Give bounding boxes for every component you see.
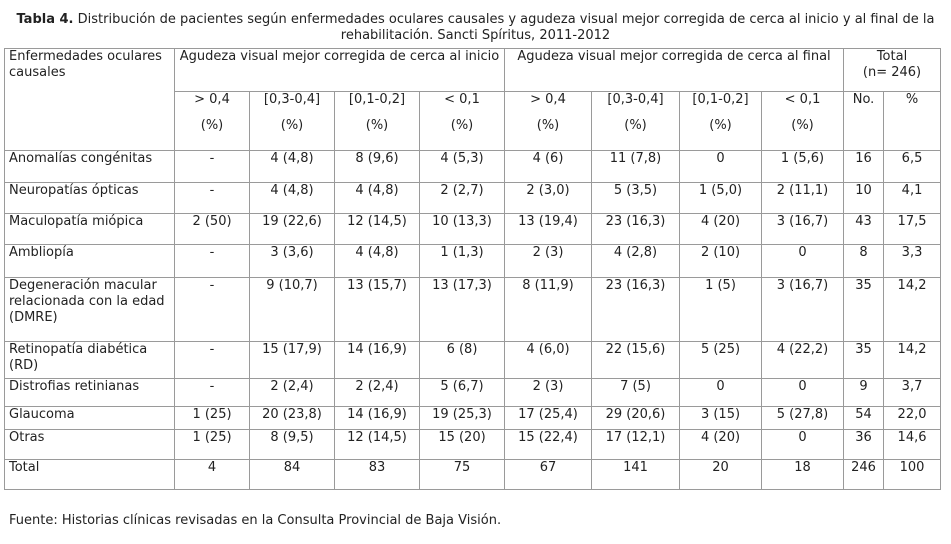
table-cell: 2 (10) (680, 245, 762, 278)
table-cell: 2 (2,4) (250, 379, 335, 407)
table-cell: 17 (25,4) (505, 407, 592, 430)
table-cell: 22,0 (884, 407, 941, 430)
subheader-cell (884, 92, 941, 151)
row-label: Maculopatía miópica (5, 214, 175, 245)
subheader-unit: (%) (536, 118, 560, 133)
table-cell: - (175, 342, 250, 379)
subheader-range: No. (852, 92, 875, 107)
table-cell: 4 (4,8) (335, 245, 420, 278)
table-cell: 2 (3) (505, 245, 592, 278)
table-cell: 8 (844, 245, 884, 278)
subheader-unit: (%) (280, 118, 304, 133)
table-cell: 2 (3) (505, 379, 592, 407)
subheader-range: % (905, 92, 919, 107)
table-cell: 12 (14,5) (335, 430, 420, 460)
table-cell: 11 (7,8) (592, 151, 680, 183)
table-cell: 8 (9,5) (250, 430, 335, 460)
table-cell: - (175, 151, 250, 183)
table-cell: 20 (680, 460, 762, 490)
subheader-unit: (%) (365, 118, 389, 133)
table-cell: 2 (3,0) (505, 183, 592, 214)
table-row (5, 245, 941, 278)
table-cell: 2 (50) (175, 214, 250, 245)
table-source-note: Fuente: Historias clínicas revisadas en la Consulta Provincial de Baja Visión. (9, 513, 502, 528)
table-row (5, 342, 941, 379)
table-cell: 4,1 (884, 183, 941, 214)
table-cell: 17 (12,1) (592, 430, 680, 460)
table-row (5, 430, 941, 460)
row-label: Degeneración macular relacionada con la edad (DMRE) (5, 278, 175, 342)
table-cell: 2 (11,1) (762, 183, 844, 214)
row-label: Neuropatías ópticas (5, 183, 175, 214)
table-cell: 10 (13,3) (420, 214, 505, 245)
subheader-unit: (%) (709, 118, 732, 133)
header-group-end: Agudeza visual mejor corregida de cerca al final (505, 49, 844, 92)
table-cell: 2 (2,4) (335, 379, 420, 407)
subheader-cell (175, 92, 250, 151)
table-caption (0, 12, 951, 44)
table-cell: 1 (25) (175, 430, 250, 460)
subheader-range: [0,3-0,4] (607, 92, 664, 107)
caption-text: Distribución de pacientes según enfermedades oculares causales y agudeza visual mejor corregida de cerca al inicio y al final de la rehabilitación. Sancti Spíritus, 2011-2012 (77, 12, 935, 43)
table-cell: 1 (5) (680, 278, 762, 342)
table-cell: 141 (592, 460, 680, 490)
table-row (5, 407, 941, 430)
table-cell: 9 (844, 379, 884, 407)
table-cell: 4 (6,0) (505, 342, 592, 379)
table-cell: 1 (25) (175, 407, 250, 430)
row-label: Anomalías congénitas (5, 151, 175, 183)
subheader-range: [0,1-0,2] (692, 92, 749, 107)
table-cell: 10 (844, 183, 884, 214)
table-cell: 35 (844, 278, 884, 342)
table-cell: 54 (844, 407, 884, 430)
table-cell: 4 (4,8) (250, 151, 335, 183)
table-cell: 4 (6) (505, 151, 592, 183)
table-row (5, 183, 941, 214)
table-row (5, 214, 941, 245)
table-cell: 3 (16,7) (762, 278, 844, 342)
subheader-cell (844, 92, 884, 151)
table-cell: - (175, 245, 250, 278)
table-cell: 23 (16,3) (592, 278, 680, 342)
row-label: Retinopatía diabética (RD) (5, 342, 175, 379)
table-cell: 3 (3,6) (250, 245, 335, 278)
table-cell: 3 (15) (680, 407, 762, 430)
table-cell: 75 (420, 460, 505, 490)
table-cell: 3,7 (884, 379, 941, 407)
table-cell: 0 (762, 430, 844, 460)
table-row (5, 278, 941, 342)
table-cell: 83 (335, 460, 420, 490)
table-row (5, 151, 941, 183)
table-cell: 43 (844, 214, 884, 245)
subheader-cell (335, 92, 420, 151)
table-cell: - (175, 278, 250, 342)
table-cell: 14 (16,9) (335, 342, 420, 379)
header-total-label: Total (876, 49, 908, 64)
table-cell: 4 (4,8) (250, 183, 335, 214)
table-cell: 8 (9,6) (335, 151, 420, 183)
table-cell: 5 (6,7) (420, 379, 505, 407)
row-label: Total (5, 460, 175, 490)
table-cell: 14,2 (884, 342, 941, 379)
subheader-unit: (%) (200, 118, 224, 133)
table-cell: 246 (844, 460, 884, 490)
subheader-unit: (%) (791, 118, 814, 133)
subheader-cell (420, 92, 505, 151)
subheader-range: < 0,1 (784, 92, 821, 107)
table-cell: - (175, 379, 250, 407)
table-cell: 29 (20,6) (592, 407, 680, 430)
table-cell: 13 (17,3) (420, 278, 505, 342)
table-cell: 67 (505, 460, 592, 490)
header-group-start: Agudeza visual mejor corregida de cerca al inicio (175, 49, 505, 92)
header-row-label: Enfermedades oculares causales (5, 49, 175, 151)
table-cell: 14 (16,9) (335, 407, 420, 430)
header-row-groups (5, 49, 941, 92)
table-cell: 4 (20) (680, 214, 762, 245)
subheader-range: > 0,4 (530, 92, 566, 107)
table-cell: 4 (2,8) (592, 245, 680, 278)
table-cell: 17,5 (884, 214, 941, 245)
table-cell: 4 (175, 460, 250, 490)
table-cell: 4 (22,2) (762, 342, 844, 379)
table-cell: 3 (16,7) (762, 214, 844, 245)
table-cell: 16 (844, 151, 884, 183)
table-cell: 4 (4,8) (335, 183, 420, 214)
table-cell: 4 (20) (680, 430, 762, 460)
table-cell: 12 (14,5) (335, 214, 420, 245)
table-cell: - (175, 183, 250, 214)
table-cell: 13 (19,4) (505, 214, 592, 245)
table-cell: 0 (680, 379, 762, 407)
table-cell: 36 (844, 430, 884, 460)
table-cell: 1 (5,0) (680, 183, 762, 214)
table-cell: 15 (20) (420, 430, 505, 460)
table-cell: 22 (15,6) (592, 342, 680, 379)
caption-label: Tabla 4. (16, 12, 74, 27)
header-total-n: (n= 246) (862, 65, 922, 80)
table-cell: 13 (15,7) (335, 278, 420, 342)
subheader-cell (505, 92, 592, 151)
table-cell: 1 (5,6) (762, 151, 844, 183)
subheader-range: < 0,1 (444, 92, 480, 107)
table-cell: 1 (1,3) (420, 245, 505, 278)
subheader-cell (592, 92, 680, 151)
subheader-unit: (%) (450, 118, 474, 133)
subheader-cell (762, 92, 844, 151)
table-cell: 100 (884, 460, 941, 490)
table-cell: 5 (27,8) (762, 407, 844, 430)
table-cell: 84 (250, 460, 335, 490)
subheader-cell (680, 92, 762, 151)
table-cell: 14,6 (884, 430, 941, 460)
data-table (4, 48, 941, 490)
table-cell: 5 (25) (680, 342, 762, 379)
table-cell: 0 (762, 245, 844, 278)
table-cell: 8 (11,9) (505, 278, 592, 342)
table-cell: 6,5 (884, 151, 941, 183)
row-label: Glaucoma (5, 407, 175, 430)
subheader-unit: (%) (624, 118, 647, 133)
subheader-range: [0,1-0,2] (348, 92, 406, 107)
table-cell: 2 (2,7) (420, 183, 505, 214)
table-cell: 0 (762, 379, 844, 407)
table-cell: 15 (22,4) (505, 430, 592, 460)
table-cell: 18 (762, 460, 844, 490)
table-cell: 23 (16,3) (592, 214, 680, 245)
subheader-range: [0,3-0,4] (263, 92, 321, 107)
table-cell: 9 (10,7) (250, 278, 335, 342)
subheader-cell (250, 92, 335, 151)
table-cell: 19 (22,6) (250, 214, 335, 245)
table-cell: 0 (680, 151, 762, 183)
table-cell: 14,2 (884, 278, 941, 342)
table-cell: 7 (5) (592, 379, 680, 407)
subheader-range: > 0,4 (194, 92, 230, 107)
table-row (5, 460, 941, 490)
table-cell: 19 (25,3) (420, 407, 505, 430)
table-cell: 6 (8) (420, 342, 505, 379)
table-cell: 20 (23,8) (250, 407, 335, 430)
table-cell: 3,3 (884, 245, 941, 278)
table-cell: 35 (844, 342, 884, 379)
table-row (5, 379, 941, 407)
table-cell: 15 (17,9) (250, 342, 335, 379)
table-cell: 5 (3,5) (592, 183, 680, 214)
row-label: Otras (5, 430, 175, 460)
row-label: Distrofias retinianas (5, 379, 175, 407)
row-label: Ambliopía (5, 245, 175, 278)
header-group-total (844, 49, 941, 92)
table-cell: 4 (5,3) (420, 151, 505, 183)
